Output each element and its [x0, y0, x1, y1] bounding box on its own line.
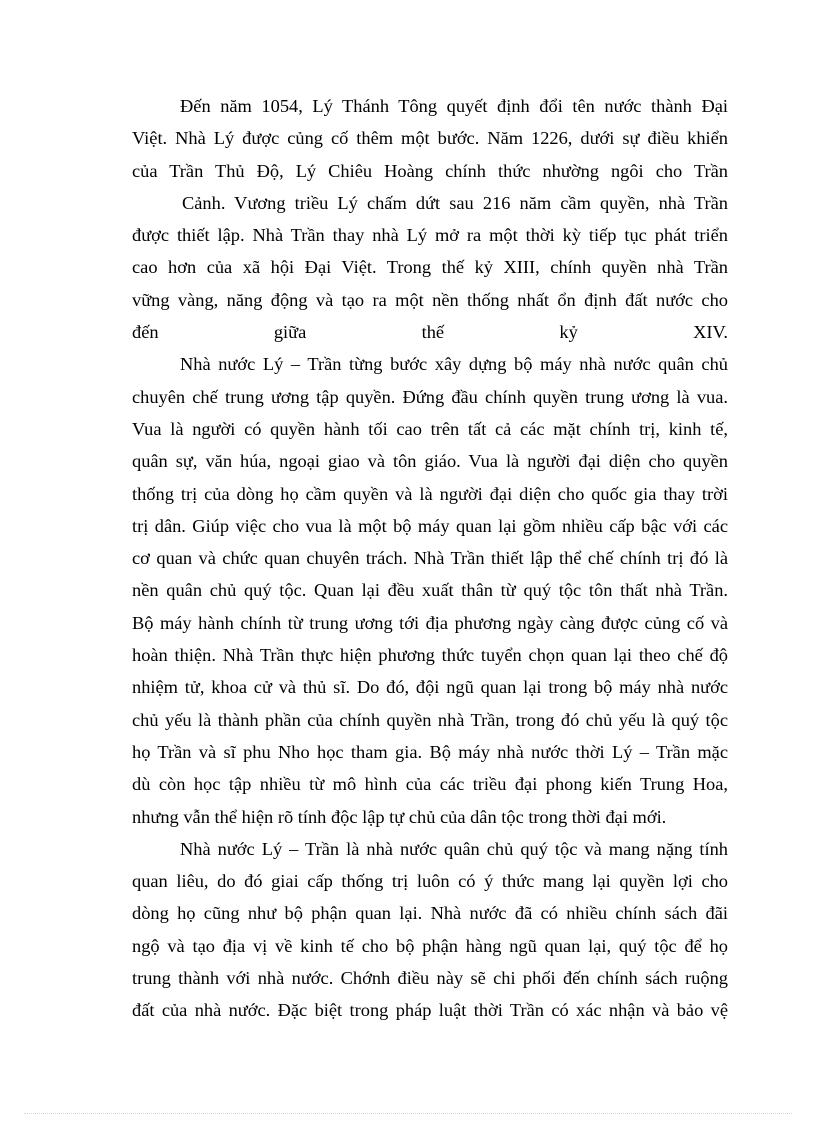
text-line-10: chuyên chế trung ương tập quyền. Đứng đầu chính quyền trung ương là vua.	[132, 386, 728, 407]
text-line-17: Bộ máy hành chính từ trung ương tới địa phương ngày càng được củng cố và	[132, 612, 728, 633]
text-line-29: đất của nhà nước. Đặc biệt trong pháp luật thời Trần có xác nhận và bảo vệ	[132, 1000, 728, 1021]
text-line-21: họ Trần và sĩ phu Nho học tham gia. Bộ máy nhà nước thời Lý – Trần mặc	[132, 741, 728, 762]
text-line-28: trung thành với nhà nước. Chớnh điều này sẽ chi phối đến chính sách ruộng	[132, 968, 728, 989]
text-line-6: cao hơn của xã hội Đại Việt. Trong thế kỷ XIII, chính quyền nhà Trần	[132, 257, 728, 278]
text-line-12: quân sự, văn húa, ngoại giao và tôn giáo. Vua là người đại diện cho quyền	[132, 451, 728, 472]
text-line-16: nền quân chủ quý tộc. Quan lại đều xuất thân từ quý tộc tôn thất nhà Trần.	[132, 580, 728, 601]
text-line-23: nhưng vẫn thể hiện rõ tính độc lập tự chủ của dân tộc trong thời đại mới.	[132, 806, 667, 827]
text-line-24: Nhà nước Lý – Trần là nhà nước quân chủ quý tộc và mang nặng tính	[180, 838, 728, 859]
text-line-20: chủ yếu là thành phần của chính quyền nhà Trần, trong đó chủ yếu là quý tộc	[132, 709, 728, 730]
text-line-5: được thiết lập. Nhà Trần thay nhà Lý mở ra một thời kỳ tiếp tục phát triển	[132, 225, 728, 246]
text-line-13: thống trị của dòng họ cầm quyền và là người đại diện cho quốc gia thay trời	[132, 483, 728, 504]
text-line-8: đến giữa thế kỷ XIV.	[132, 322, 728, 343]
text-line-7: vững vàng, năng động và tạo ra một nền thống nhất ổn định đất nước cho	[132, 289, 728, 310]
text-line-9: Nhà nước Lý – Trần từng bước xây dựng bộ máy nhà nước quân chủ	[180, 354, 728, 375]
text-line-15: cơ quan và chức quan chuyên trách. Nhà Trần thiết lập thể chế chính trị đó là	[132, 548, 728, 569]
text-line-19: nhiệm tử, khoa cử và thủ sĩ. Do đó, đội ngũ quan lại trong bộ máy nhà nước	[132, 677, 728, 698]
text-line-26: dòng họ cũng như bộ phận quan lại. Nhà nước đã có nhiều chính sách đãi	[132, 903, 728, 924]
text-line-27: ngộ và tạo địa vị về kinh tế cho bộ phận hàng ngũ quan lại, quý tộc để họ	[132, 935, 728, 956]
text-line-25: quan liêu, do đó giai cấp thống trị luôn có ý thức mang lại quyền lợi cho	[132, 871, 728, 892]
text-line-4: Cảnh. Vương triều Lý chấm dứt sau 216 năm cầm quyền, nhà Trần	[182, 192, 728, 213]
text-line-18: hoàn thiện. Nhà Trần thực hiện phương thức tuyển chọn quan lại theo chế độ	[132, 645, 728, 666]
body-text	[132, 90, 728, 1027]
text-line-22: dù còn học tập nhiều từ mô hình của các triều đại phong kiến Trung Hoa,	[132, 774, 728, 795]
text-line-3: của Trần Thủ Độ, Lý Chiêu Hoàng chính thức nhường ngôi cho Trần	[132, 160, 728, 181]
page-bottom-divider	[24, 1113, 792, 1114]
text-line-1: Đến năm 1054, Lý Thánh Tông quyết định đổi tên nước thành Đại	[180, 96, 728, 116]
text-line-2: Việt. Nhà Lý được củng cố thêm một bước. Năm 1226, dưới sự điều khiển	[132, 128, 728, 149]
text-line-14: trị dân. Giúp việc cho vua là một bộ máy quan lại gồm nhiều cấp bậc với các	[132, 515, 728, 536]
text-line-11: Vua là người có quyền hành tối cao trên tất cả các mặt chính trị, kinh tế,	[132, 418, 728, 439]
